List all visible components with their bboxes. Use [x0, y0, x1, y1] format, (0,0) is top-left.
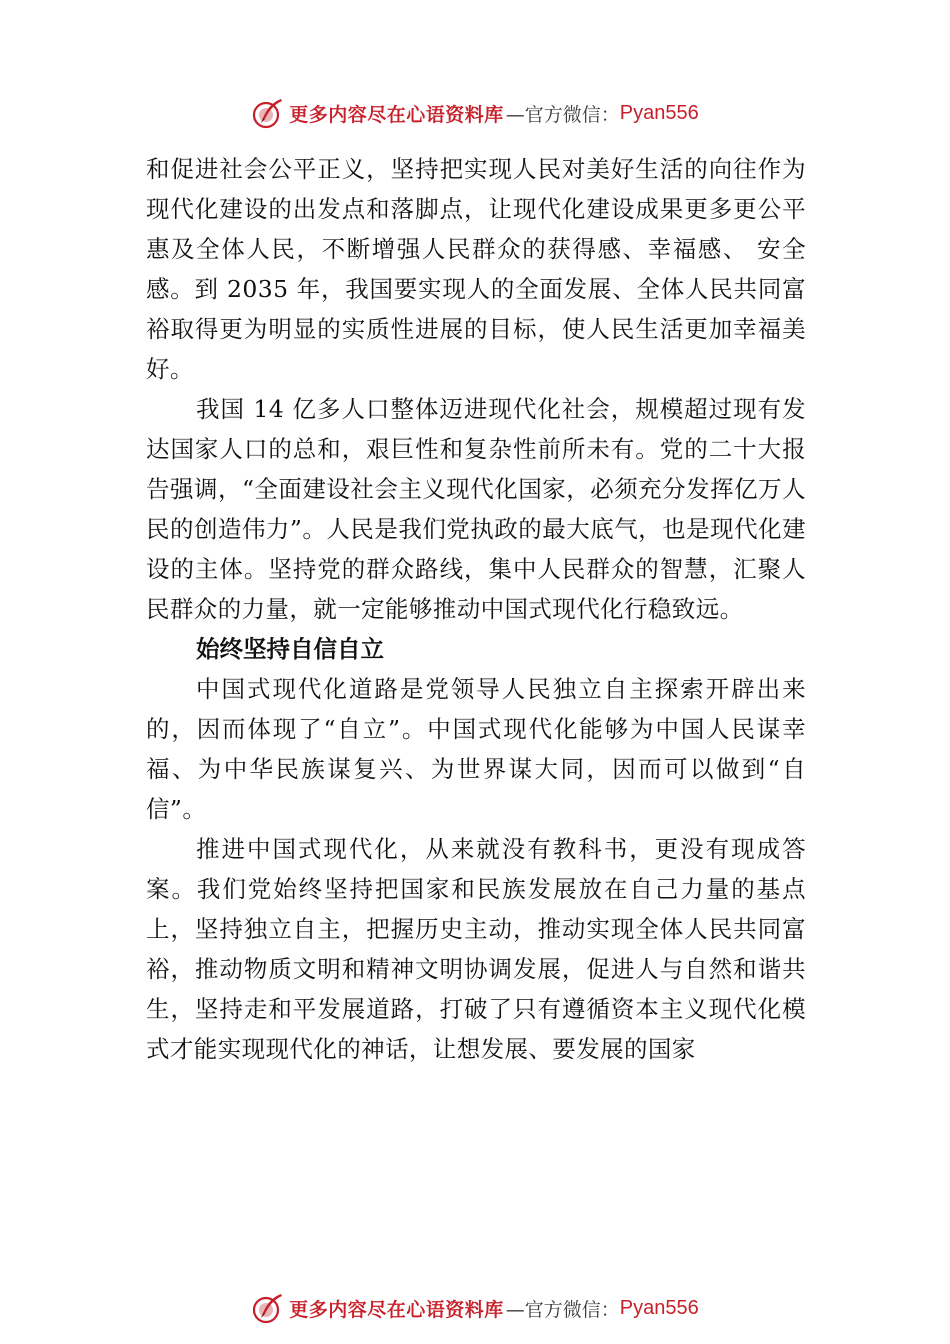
paragraph: 和促进社会公平正义，坚持把实现人民对美好生活的向往作为现代化建设的出发点和落脚点，让现代化建设成果更多更公平惠及全体人民，不断增强人民群众的获得感、幸福感、 安全感。到 2035 年，我国要实现人的全面发展、全体人民共同富裕取得更为明显的实质性进展的目标，使人民生活更加幸福美好。: [146, 155, 806, 383]
quill-logo-icon: [251, 1291, 285, 1325]
section-heading: 始终坚持自信自立: [196, 635, 384, 663]
paragraph: 推进中国式现代化，从来就没有教科书，更没有现成答案。我们党始终坚持把国家和民族发展放在自己力量的基点上，坚持独立自主，把握历史主动，推动实现全体人民共同富裕，推动物质文明和精神文明协调发展，促进人与自然和谐共生，坚持走和平发展道路，打破了只有遵循资本主义现代化模式才能实现现代化的神话，让想发展、要发展的国家: [146, 835, 806, 1063]
paragraph: 我国 14 亿多人口整体迈进现代化社会，规模超过现有发达国家人口的总和，艰巨性和复杂性前所未有。党的二十大报告强调，“全面建设社会主义现代化国家，必须充分发挥亿万人民的创造伟力”。人民是我们党执政的最大底气，也是现代化建设的主体。坚持党的群众路线，集中人民群众的智慧，汇聚人民群众的力量，就一定能够推动中国式现代化行稳致远。: [146, 395, 806, 623]
article-body: [146, 149, 806, 1069]
quill-logo-icon: [251, 96, 285, 130]
header-banner: [0, 93, 950, 133]
banner-contact-label: —官方微信：: [505, 1298, 620, 1321]
footer-banner: [0, 1288, 950, 1328]
banner-site-text: 更多内容尽在心语资料库: [289, 103, 504, 126]
banner-site-text: 更多内容尽在心语资料库: [289, 1298, 504, 1321]
banner-contact-label: —官方微信：: [505, 103, 620, 126]
paragraph: 中国式现代化道路是党领导人民独立自主探索开辟出来的，因而体现了“自立”。中国式现代化能够为中国人民谋幸福、为中华民族谋复兴、为世界谋大同，因而可以做到“自信”。: [146, 675, 806, 823]
banner-wechat-handle: Pyan556: [619, 101, 699, 124]
banner-wechat-handle: Pyan556: [619, 1296, 699, 1319]
